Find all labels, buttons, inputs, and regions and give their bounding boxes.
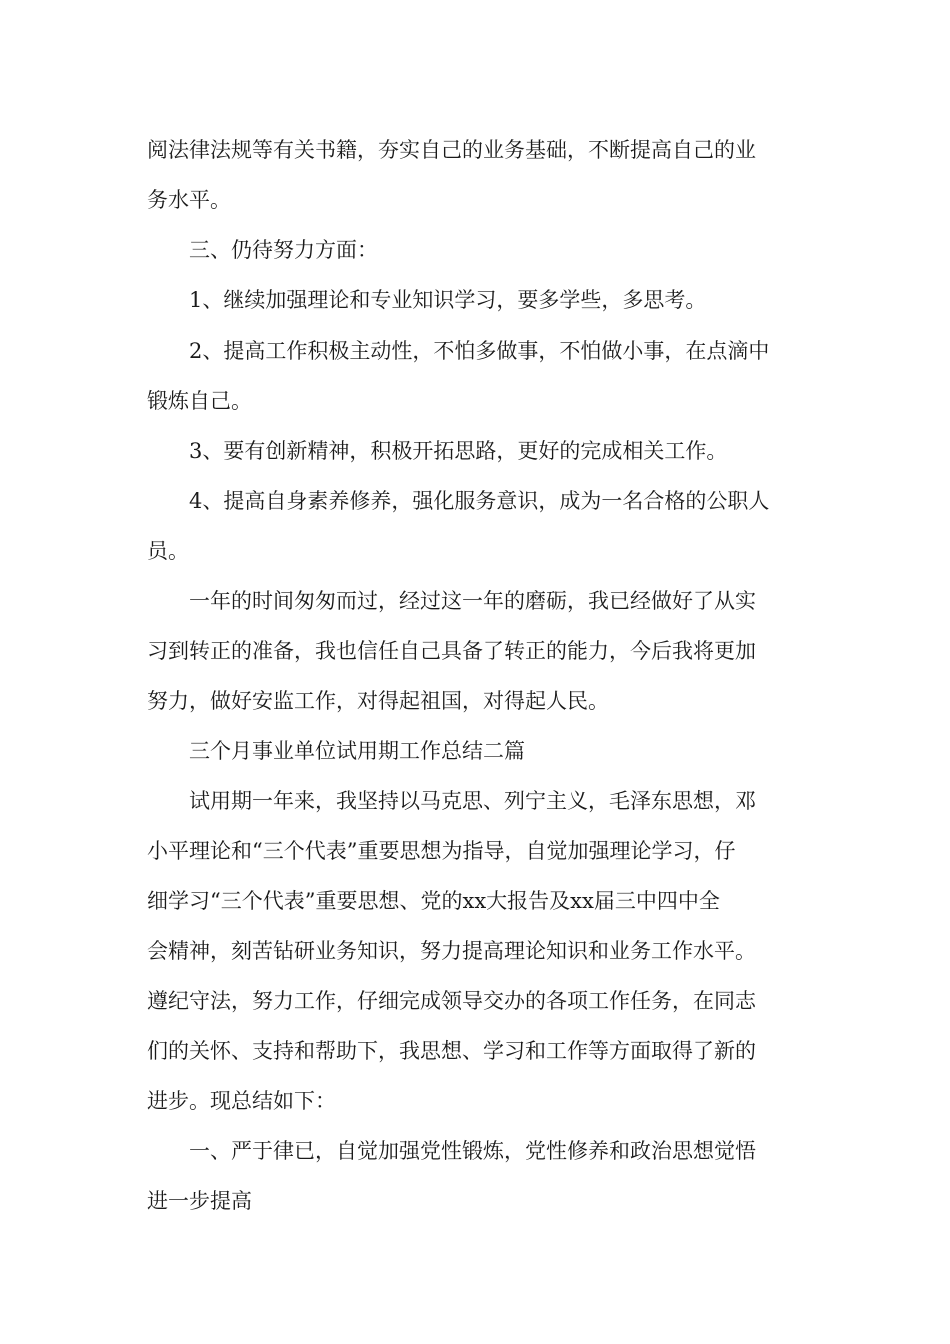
text-line: 遵纪守法，努力工作，仔细完成领导交办的各项工作任务，在同志 [147,989,756,1013]
text-line: 锻炼自己。 [147,389,252,413]
section-title: 三个月事业单位试用期工作总结二篇 [189,739,525,763]
text-line: 试用期一年来，我坚持以马克思、列宁主义，毛泽东思想，邓 [189,789,756,813]
section-heading: 三、仍待努力方面： [189,238,378,262]
text-line: 细学习“三个代表”重要思想、党的xx大报告及xx届三中四中全 [147,889,720,913]
text-line: 阅法律法规等有关书籍，夯实自己的业务基础，不断提高自己的业 [147,138,756,162]
text-line: 进一步提高 [147,1189,252,1213]
text-line: 们的关怀、支持和帮助下，我思想、学习和工作等方面取得了新的 [147,1039,756,1063]
section-heading: 一、严于律已，自觉加强党性锻炼，党性修养和政治思想觉悟 [189,1139,756,1163]
text-line: 努力，做好安监工作，对得起祖国，对得起人民。 [147,689,609,713]
text-line: 进步。现总结如下： [147,1089,336,1113]
text-line: 务水平。 [147,188,231,212]
text-line: 3、要有创新精神，积极开拓思路，更好的完成相关工作。 [189,439,728,463]
text-line: 一年的时间匆匆而过，经过这一年的磨砺，我已经做好了从实 [189,589,756,613]
text-line: 小平理论和“三个代表”重要思想为指导，自觉加强理论学习，仔 [147,839,736,863]
text-line: 1、继续加强理论和专业知识学习，要多学些，多思考。 [189,288,707,312]
text-line: 4、提高自身素养修养，强化服务意识，成为一名合格的公职人 [189,489,770,513]
text-line: 员。 [147,539,189,563]
text-line: 2、提高工作积极主动性，不怕多做事，不怕做小事，在点滴中 [189,339,770,363]
text-line: 习到转正的准备，我也信任自己具备了转正的能力，今后我将更加 [147,639,756,663]
text-line: 会精神，刻苦钻研业务知识，努力提高理论知识和业务工作水平。 [147,939,756,963]
